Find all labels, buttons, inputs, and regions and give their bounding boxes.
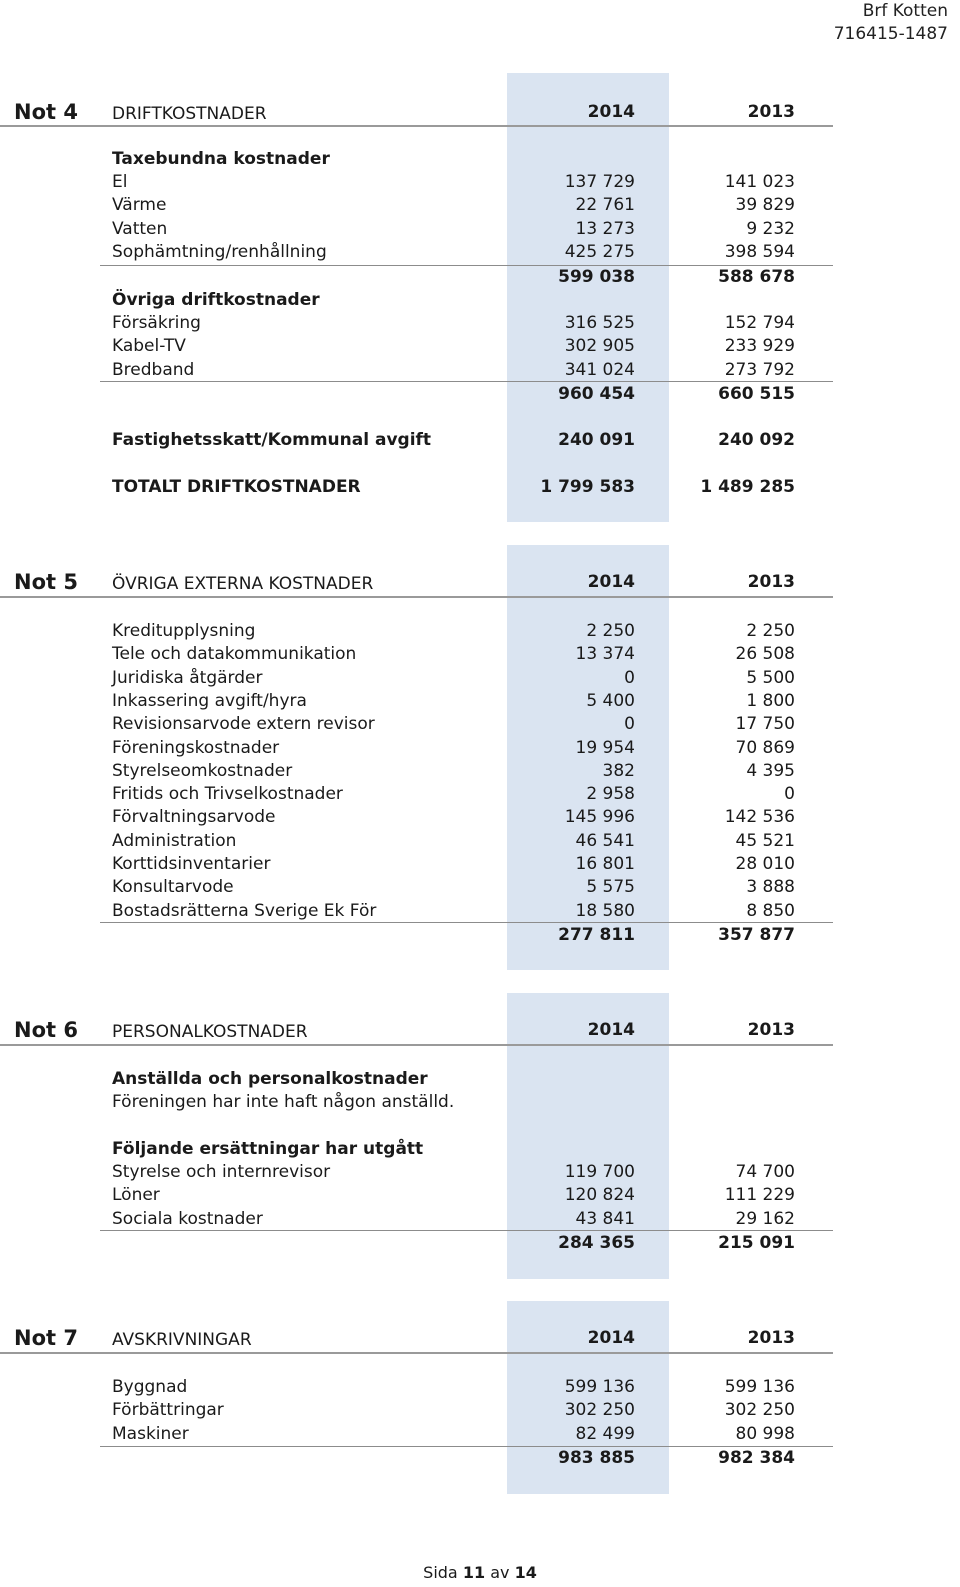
- note5-value-2013: 28 010: [735, 854, 795, 874]
- note4-group2-value-2014: 341 024: [564, 359, 635, 380]
- note4-group2-value-2014: 302 905: [564, 336, 635, 357]
- note4-total-2013: 1 489 285: [700, 477, 795, 497]
- note5-value-2014: 5 575: [586, 877, 635, 898]
- note7-value-2014: 302 250: [564, 1400, 635, 1421]
- note6-total-2014: 284 365: [558, 1233, 635, 1253]
- note7-heading-divider: [0, 1352, 833, 1354]
- note5-number: Not 5: [14, 570, 78, 594]
- note5-row: [0, 806, 960, 829]
- footer-page: 11: [462, 1563, 486, 1582]
- note5-label: Styrelseomkostnader: [112, 760, 293, 781]
- note4-group2-title: Övriga driftkostnader: [112, 290, 320, 310]
- note4-group1-row: [0, 218, 960, 241]
- note7-year-2014: 2014: [587, 1328, 635, 1348]
- note5-row: [0, 620, 960, 643]
- note7-total-2014: 983 885: [558, 1448, 635, 1468]
- note4-heading-divider: [0, 125, 833, 127]
- note4-group2-total-2013: 660 515: [718, 384, 795, 404]
- note7-row: [0, 1423, 960, 1446]
- note5-value-2014: 2 250: [586, 621, 635, 641]
- note7-value-2014: 599 136: [564, 1377, 635, 1397]
- note5-row: [0, 737, 960, 760]
- note5-row: [0, 713, 960, 736]
- note4-group1-value-2013: 9 232: [746, 218, 795, 239]
- note4-group1-label: El: [112, 172, 128, 192]
- note5-value-2013: 1 800: [746, 690, 795, 711]
- note5-value-2014: 16 801: [575, 854, 635, 874]
- note5-label: Förvaltningsarvode: [112, 807, 276, 828]
- note5-value-2013: 8 850: [746, 900, 795, 921]
- note5-label: Fritids och Trivselkostnader: [112, 784, 343, 805]
- note7-total-2013: 982 384: [718, 1448, 795, 1468]
- note6-heading-row: [0, 1016, 960, 1044]
- page-footer: [0, 1563, 960, 1582]
- note7-heading-row: [0, 1324, 960, 1352]
- note4-group2-row: [0, 335, 960, 358]
- note6-value-2014: 120 824: [564, 1185, 635, 1206]
- note6-value-2013: 111 229: [724, 1185, 795, 1206]
- note4-group1-title-row: [0, 148, 960, 171]
- note4-tax-2014: 240 091: [558, 430, 635, 450]
- note4-tax-label: Fastighetsskatt/Kommunal avgift: [112, 430, 432, 450]
- note5-label: Kreditupplysning: [112, 621, 256, 641]
- note6-row: [0, 1208, 960, 1231]
- note5-value-2013: 4 395: [746, 760, 795, 781]
- note4-tax-2013: 240 092: [718, 430, 795, 450]
- note5-year-2013: 2013: [747, 572, 795, 592]
- note5-label: Konsultarvode: [112, 877, 234, 898]
- note5-value-2014: 19 954: [575, 737, 635, 758]
- note6-year-2014: 2014: [587, 1020, 635, 1040]
- note4-group1-total-row: [0, 266, 960, 289]
- note5-value-2014: 2 958: [586, 784, 635, 805]
- note7-total-row: [0, 1447, 960, 1470]
- note5-row: [0, 900, 960, 923]
- note4-group1-value-2013: 398 594: [724, 241, 795, 262]
- note4-year-2013: 2013: [747, 102, 795, 122]
- note5-heading-divider: [0, 596, 833, 598]
- note5-value-2014: 382: [602, 760, 635, 781]
- note5-value-2014: 5 400: [586, 690, 635, 711]
- note4-group2-value-2013: 273 792: [724, 359, 795, 380]
- note4-group1-value-2013: 39 829: [735, 195, 795, 216]
- note5-label: Bostadsrätterna Sverige Ek För: [112, 900, 377, 921]
- footer-prefix: Sida: [423, 1563, 458, 1582]
- note4-group2-label: Bredband: [112, 359, 195, 380]
- note6-value-2013: 74 700: [735, 1162, 795, 1182]
- note7-title: AVSKRIVNINGAR: [112, 1330, 252, 1350]
- note5-row: [0, 760, 960, 783]
- note5-year-2014: 2014: [587, 572, 635, 592]
- note6-row: [0, 1161, 960, 1184]
- note4-group1-value-2014: 137 729: [564, 172, 635, 192]
- note6-value-2013: 29 162: [735, 1208, 795, 1229]
- note6-label: Löner: [112, 1185, 160, 1206]
- note6-title: PERSONALKOSTNADER: [112, 1022, 308, 1042]
- note4-group1-row: [0, 194, 960, 217]
- note5-heading-row: [0, 568, 960, 596]
- note4-group2-label: Kabel-TV: [112, 336, 186, 357]
- footer-mid: av: [490, 1563, 510, 1582]
- note4-number: Not 4: [14, 100, 78, 124]
- note5-label: Tele och datakommunikation: [112, 644, 357, 665]
- note5-value-2013: 26 508: [735, 644, 795, 665]
- note4-group2-value-2013: 152 794: [724, 313, 795, 333]
- note6-sub1-title: Anställda och personalkostnader: [112, 1069, 428, 1089]
- footer-total: 14: [514, 1563, 537, 1582]
- note5-row: [0, 643, 960, 666]
- note7-value-2013: 599 136: [724, 1377, 795, 1397]
- note5-label: Korttidsinventarier: [112, 854, 271, 874]
- note6-sub1-text-row: [0, 1091, 960, 1114]
- note5-value-2013: 142 536: [724, 807, 795, 828]
- note5-value-2013: 5 500: [746, 667, 795, 688]
- note4-group1-row: [0, 241, 960, 264]
- org-name: Brf Kotten: [862, 1, 948, 21]
- note4-group2-label: Försäkring: [112, 313, 201, 333]
- note4-total-label: TOTALT DRIFTKOSTNADER: [112, 477, 361, 497]
- note5-value-2014: 145 996: [564, 807, 635, 828]
- note4-group1-label: Värme: [112, 195, 167, 216]
- note6-sub2-title: Följande ersättningar har utgått: [112, 1139, 424, 1159]
- note5-value-2013: 45 521: [735, 830, 795, 851]
- note5-label: Administration: [112, 830, 237, 851]
- note5-row: [0, 830, 960, 853]
- note6-divider: [100, 1230, 833, 1231]
- note5-value-2013: 0: [784, 784, 795, 805]
- note4-group1-label: Sophämtning/renhållning: [112, 241, 327, 262]
- note7-value-2013: 302 250: [724, 1400, 795, 1421]
- note6-year-2013: 2013: [747, 1020, 795, 1040]
- org-number: 716415-1487: [833, 24, 948, 44]
- note4-group2-row: [0, 312, 960, 335]
- note5-value-2014: 13 374: [575, 644, 635, 665]
- note4-year-2014: 2014: [587, 102, 635, 122]
- note5-value-2013: 2 250: [746, 621, 795, 641]
- note4-group1-title: Taxebundna kostnader: [112, 149, 330, 169]
- note4-total-row: [0, 476, 960, 499]
- note4-group2-total-2014: 960 454: [558, 384, 635, 404]
- note5-value-2014: 18 580: [575, 900, 635, 921]
- note6-sub1-title-row: [0, 1068, 960, 1091]
- note6-heading-divider: [0, 1044, 833, 1046]
- note6-label: Sociala kostnader: [112, 1208, 263, 1229]
- note4-heading-row: [0, 98, 960, 126]
- note5-label: Juridiska åtgärder: [112, 667, 263, 688]
- note5-label: Revisionsarvode extern revisor: [112, 714, 375, 735]
- note5-value-2013: 3 888: [746, 877, 795, 898]
- note4-group1-total-2013: 588 678: [718, 267, 795, 287]
- note4-group1-value-2013: 141 023: [724, 172, 795, 192]
- note7-number: Not 7: [14, 1326, 78, 1350]
- note5-value-2014: 0: [624, 667, 635, 688]
- note7-value-2014: 82 499: [575, 1423, 635, 1444]
- note4-group2-title-row: [0, 289, 960, 312]
- note4-group1-value-2014: 425 275: [564, 241, 635, 262]
- note7-row: [0, 1376, 960, 1399]
- note7-label: Förbättringar: [112, 1400, 224, 1421]
- note6-number: Not 6: [14, 1018, 78, 1042]
- note4-title: DRIFTKOSTNADER: [112, 104, 267, 124]
- note5-row: [0, 876, 960, 899]
- note6-sub1-text: Föreningen har inte haft någon anställd.: [112, 1092, 455, 1112]
- note4-group2-total-row: [0, 383, 960, 406]
- note4-group1-value-2014: 13 273: [575, 218, 635, 239]
- note5-value-2014: 0: [624, 714, 635, 735]
- note4-total-2014: 1 799 583: [540, 477, 635, 497]
- note4-group1-label: Vatten: [112, 218, 168, 239]
- note5-total-2013: 357 877: [718, 925, 795, 945]
- note4-tax-row: [0, 429, 960, 452]
- note5-value-2013: 17 750: [735, 714, 795, 735]
- note5-total-row: [0, 924, 960, 947]
- note6-sub2-title-row: [0, 1138, 960, 1161]
- note5-label: Föreningskostnader: [112, 737, 280, 758]
- note4-group2-row: [0, 359, 960, 382]
- note6-value-2014: 43 841: [575, 1208, 635, 1229]
- page-header: [834, 0, 948, 46]
- note5-total-2014: 277 811: [558, 925, 635, 945]
- note4-group2-divider: [100, 381, 833, 382]
- note7-year-2013: 2013: [747, 1328, 795, 1348]
- note5-value-2013: 70 869: [735, 737, 795, 758]
- note6-total-row: [0, 1232, 960, 1255]
- note7-value-2013: 80 998: [735, 1423, 795, 1444]
- note5-row: [0, 690, 960, 713]
- note6-row: [0, 1184, 960, 1207]
- note5-value-2014: 46 541: [575, 830, 635, 851]
- note6-value-2014: 119 700: [564, 1162, 635, 1182]
- note5-label: Inkassering avgift/hyra: [112, 690, 307, 711]
- note5-row: [0, 853, 960, 876]
- note7-label: Maskiner: [112, 1423, 189, 1444]
- note4-group1-row: [0, 171, 960, 194]
- note5-title: ÖVRIGA EXTERNA KOSTNADER: [112, 574, 374, 594]
- note4-group2-value-2013: 233 929: [724, 336, 795, 357]
- note5-divider: [100, 922, 833, 923]
- note4-group2-value-2014: 316 525: [564, 313, 635, 333]
- note5-row: [0, 667, 960, 690]
- note4-group1-total-2014: 599 038: [558, 267, 635, 287]
- note7-label: Byggnad: [112, 1377, 188, 1397]
- note6-total-2013: 215 091: [718, 1233, 795, 1253]
- note5-row: [0, 783, 960, 806]
- note4-group1-value-2014: 22 761: [575, 195, 635, 216]
- note7-row: [0, 1399, 960, 1422]
- note6-label: Styrelse och internrevisor: [112, 1162, 331, 1182]
